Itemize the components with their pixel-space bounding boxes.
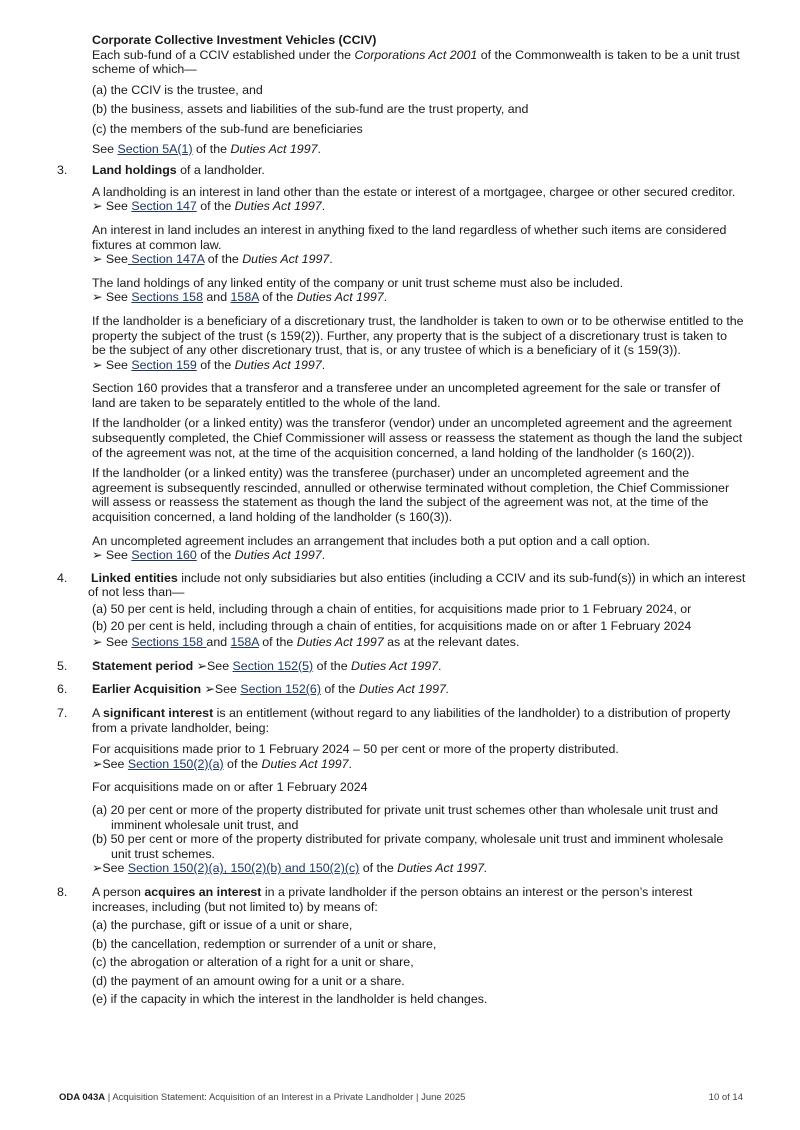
see-section-160: ➢ See Section 160 of the Duties Act 1997. — [92, 548, 326, 563]
interest-in-land-definition: An interest in land includes an interest in anything fixed to the land regardless of whether such items are considered fixtures at common law. — [92, 222, 727, 252]
section-4 — [57, 570, 748, 650]
transferee-paragraph: If the landholder (or a linked entity) was the transferee (purchaser) under an uncompleted agreement and the agreement is subsequently rescinded, annulled or otherwise terminated without completion, the Chief Commissioner will assess or reassess the statement as though the land the subject of the agreement was not, at the time of the acquisition concerned, a land holding of the landholder (s 160(3)). — [92, 466, 730, 525]
land-holdings-heading: Land holdings of a landholder. — [92, 163, 265, 178]
acquires-item-d: (d) the payment of an amount owing for a unit or a share. — [92, 973, 405, 988]
section-147-link[interactable]: Section 147 — [131, 199, 197, 214]
section-159-link[interactable]: Section 159 — [131, 357, 197, 372]
acquires-interest-paragraph: A person acquires an interest in a private landholder if the person obtains an interest or the person’s interest increases, including (but not limited to) by means of: — [92, 884, 693, 914]
linked-entities-paragraph: Linked entities include not only subsidiaries but also entities (including a CCIV and its sub-fund(s)) in which an interest of not less than— — [88, 570, 746, 600]
linked-entities-item-a: (a) 50 per cent is held, including through a chain of entities, for acquisitions made prior to 1 February 2024, or — [92, 602, 692, 616]
form-code: ODA 043A — [59, 1092, 106, 1103]
section-158a-link[interactable]: 158A — [230, 290, 259, 305]
significant-interest-item-a: (a) 20 per cent or more of the property distributed for private unit trust schemes other than wholesale unit trust and imminent wholesale unit trust, and — [92, 802, 719, 832]
section-6 — [57, 682, 744, 697]
section-158a-link-2[interactable]: 158A — [230, 635, 259, 650]
acquires-item-c: (c) the abrogation or alteration of a right for a unit or share, — [92, 955, 414, 970]
section-5a1-link[interactable]: Section 5A(1) — [117, 141, 193, 156]
see-section-150-2a: ➢See Section 150(2)(a) of the Duties Act 1997. — [92, 756, 352, 771]
acquires-item-a: (a) the purchase, gift or issue of a unit or share, — [92, 918, 353, 933]
item-number: 4. — [57, 570, 68, 585]
cciv-section — [92, 33, 744, 156]
footer-title: ODA 043A | Acquisition Statement: Acquisition of an Interest in a Private Landholder | June 2025 — [59, 1092, 466, 1103]
statement-period-line: Statement period ➢See Section 152(5) of the Duties Act 1997. — [92, 658, 442, 673]
see-section-147a: ➢ See Section 147A of the Duties Act 1997. — [92, 252, 333, 267]
linked-entities-item-b: (b) 20 per cent is held, including through a chain of entities, for acquisitions made on or after 1 February 2024 — [92, 618, 692, 633]
cciv-see: See Section 5A(1) of the Duties Act 1997. — [92, 141, 321, 156]
section-3 — [57, 163, 744, 563]
uncompleted-agreement-paragraph: An uncompleted agreement includes an arrangement that includes both a put option and a call option. — [92, 533, 650, 548]
page-number: 10 of 14 — [708, 1092, 743, 1103]
see-section-147: ➢ See Section 147 of the Duties Act 1997. — [92, 199, 326, 214]
section-152-6-link[interactable]: Section 152(6) — [240, 682, 321, 697]
section-5 — [57, 658, 744, 674]
section-150-2a-link[interactable]: Section 150(2)(a) — [127, 756, 224, 771]
cciv-heading: Corporate Collective Investment Vehicles (CCIV) — [92, 33, 377, 47]
significant-interest-item-b: (b) 50 per cent or more of the property distributed for private company, wholesale unit trust and imminent wholesale unit trust schemes. — [92, 832, 724, 861]
item-number: 7. — [57, 705, 68, 720]
section-147a-link[interactable]: Section 147A — [127, 252, 205, 267]
item-number: 8. — [57, 884, 68, 899]
page-content — [0, 33, 800, 1007]
see-sections-158-158a: ➢ See Sections 158 and 158A of the Duties Act 1997 as at the relevant dates. — [92, 635, 520, 650]
discretionary-trust-paragraph: If the landholder is a beneficiary of a discretionary trust, the landholder is taken to own or to be otherwise entitled to the property the subject of the trust (s 159(2)). Further, any property that is the subject of a discretionary trust is taken to be the subject of any other discretionary trust, that is, or any trustee of which is a beneficiary of it (s 159(3)). — [92, 313, 744, 358]
see-section-150-all: ➢See Section 150(2)(a), 150(2)(b) and 150(2)(c) of the Duties Act 1997. — [92, 861, 488, 876]
post-2024-paragraph: For acquisitions made on or after 1 February 2024 — [92, 780, 368, 795]
landholding-definition: A landholding is an interest in land other than the estate or interest of a mortgagee, chargee or other secured creditor. — [92, 184, 736, 199]
cciv-item-a: (a) the CCIV is the trustee, and — [92, 82, 263, 97]
item-number: 6. — [57, 682, 68, 697]
section-152-5-link[interactable]: Section 152(5) — [232, 658, 314, 673]
section-160-link[interactable]: Section 160 — [131, 548, 197, 563]
acquires-item-e: (e) if the capacity in which the interest in the landholder is held changes. — [92, 992, 488, 1007]
section-150-2abc-link[interactable]: Section 150(2)(a), 150(2)(b) and 150(2)(c) — [127, 861, 360, 876]
earlier-acquisition-line: Earlier Acquisition ➢See Section 152(6) of the Duties Act 1997. — [92, 682, 450, 697]
cciv-intro: Each sub-fund of a CCIV established under the Corporations Act 2001 of the Commonwealth is taken to be a unit trust scheme of which— — [92, 47, 740, 77]
cciv-item-b: (b) the business, assets and liabilities of the sub-fund are the trust property, and — [92, 102, 529, 117]
cciv-item-c: (c) the members of the sub-fund are beneficiaries — [92, 121, 363, 136]
significant-interest-paragraph: A significant interest is an entitlement (without regard to any liabilities of the landholder) to a distribution of property from a private landholder, being: — [92, 705, 731, 735]
section-160-paragraph: Section 160 provides that a transferor and a transferee under an uncompleted agreement for the sale or transfer of land are taken to be separately entitled to the whole of the land. — [92, 381, 721, 410]
section-7 — [57, 705, 744, 876]
pre-2024-paragraph: For acquisitions made prior to 1 February 2024 – 50 per cent or more of the property distributed. — [92, 742, 619, 757]
section-158-link[interactable]: Sections 158 — [131, 290, 203, 305]
acquires-item-b: (b) the cancellation, redemption or surrender of a unit or share, — [92, 936, 437, 951]
transferor-paragraph: If the landholder (or a linked entity) was the transferor (vendor) under an uncompleted agreement and the agreement subsequently completed, the Chief Commissioner will assess or reassess the statement as though the land the subject of the agreement was not, at the time of the acquisition concerned, a land holding of the landholder (s 160(2)). — [92, 416, 743, 460]
section-8 — [57, 884, 744, 1007]
see-sections-158: ➢ See Sections 158 and 158A of the Duties Act 1997. — [92, 290, 388, 305]
item-number: 3. — [57, 163, 68, 178]
linked-entity-holdings: The land holdings of any linked entity of the company or unit trust scheme must also be included. — [92, 275, 624, 290]
see-section-159: ➢ See Section 159 of the Duties Act 1997. — [92, 357, 326, 372]
item-number: 5. — [57, 658, 68, 673]
sections-158-link[interactable]: Sections 158 — [131, 635, 207, 650]
